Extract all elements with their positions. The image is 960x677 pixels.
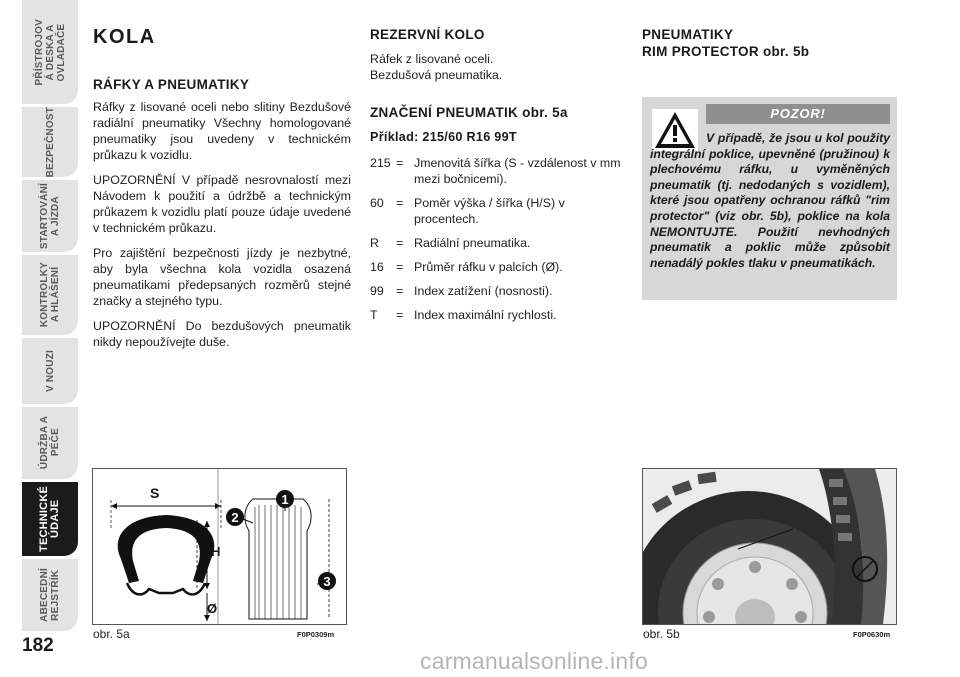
figure-code: F0P0309m bbox=[297, 630, 335, 639]
spec-row bbox=[370, 235, 625, 251]
spare-line: Ráfek z lisované oceli. bbox=[370, 52, 494, 66]
spec-code: 16 bbox=[370, 260, 384, 274]
marker-3: 3 bbox=[323, 574, 331, 589]
warning-box bbox=[642, 97, 897, 300]
spec-code: T bbox=[370, 308, 378, 322]
tab-pristrojova-deska[interactable] bbox=[22, 0, 78, 104]
figure-tire-cross-section bbox=[92, 468, 347, 625]
figure-caption: obr. 5a bbox=[93, 627, 130, 641]
paragraph: UPOZORNĚNÍ V případě nesrovnalostí mezi Návodem k použití a údržbě a technickým průkazem k vozidlu platí pouze údaje uvedené v technickém průkazu. bbox=[93, 173, 351, 235]
tab-label: V NOUZI bbox=[44, 350, 56, 392]
marker-2: 2 bbox=[231, 510, 239, 525]
tab-kontrolky[interactable] bbox=[22, 255, 78, 335]
tab-abecedni-rejstrik[interactable] bbox=[22, 559, 78, 631]
paragraph: Ráfky z lisované oceli nebo slitiny Bezdušové radiální pneumatiky Všechny homologované pneumatiky jsou uvedeny v technickém průkazu k vozidlu. bbox=[93, 100, 351, 162]
watermark: carmanualsonline.info bbox=[420, 648, 648, 674]
tab-label: PŘÍSTROJOV Á DESKA A OVLADAČE bbox=[33, 18, 67, 86]
figure-rim-protector bbox=[642, 468, 897, 625]
tire-diagram bbox=[93, 469, 346, 624]
tab-label: TECHNICKÉ ÚDAJE bbox=[38, 486, 61, 552]
spec-description: Index maximální rychlosti. bbox=[414, 308, 557, 322]
spare-line: Bezdušová pneumatika. bbox=[370, 68, 503, 82]
subsection-title: PNEUMATIKY bbox=[642, 27, 734, 42]
paragraph: Pro zajištění bezpečnosti jízdy je nezbytné, aby byla všechna kola vozidla osazená pneumatikami předepsaných rozměrů stejné značky a stejného typu. bbox=[93, 246, 351, 308]
spec-row bbox=[370, 307, 625, 323]
section-title: KOLA bbox=[93, 26, 156, 48]
spec-code: 60 bbox=[370, 196, 384, 210]
tab-startovani[interactable] bbox=[22, 180, 78, 252]
label-h: H bbox=[211, 544, 221, 559]
spec-equals: = bbox=[396, 196, 404, 210]
warning-text-wrapper bbox=[650, 131, 890, 271]
spec-description: Radiální pneumatika. bbox=[414, 236, 531, 250]
spec-equals: = bbox=[396, 260, 404, 274]
tab-label: ABECEDNÍ REJSTŘÍK bbox=[39, 568, 61, 622]
paragraph: UPOZORNĚNÍ Do bezdušových pneumatik nikdy nepoužívejte duše. bbox=[93, 319, 351, 349]
figure-code: F0P0630m bbox=[853, 630, 891, 639]
spec-code: 99 bbox=[370, 284, 384, 298]
spec-row bbox=[370, 259, 625, 275]
tab-label: ÚDRŽBA A PÉČE bbox=[39, 416, 61, 470]
spec-description: Poměr výška / šířka (H/S) v procentech. bbox=[414, 196, 565, 226]
figure-caption: obr. 5b bbox=[643, 627, 680, 641]
tab-label: BEZPEČNOST bbox=[44, 106, 56, 178]
warning-header: POZOR! bbox=[706, 104, 890, 124]
spec-row bbox=[370, 283, 625, 299]
spec-equals: = bbox=[396, 156, 404, 170]
tab-udrzba[interactable] bbox=[22, 407, 78, 479]
label-s: S bbox=[150, 485, 160, 501]
label-diameter: Ø bbox=[207, 601, 218, 616]
spec-equals: = bbox=[396, 236, 404, 250]
spec-code: 215 bbox=[370, 156, 391, 170]
tab-label: KONTROLKY A HLÁŠENÍ bbox=[39, 262, 61, 328]
page-number: 182 bbox=[22, 635, 54, 656]
warning-text: V případě, že jsou u kol použity integrální poklice, upevněné (pružinou) k plechovému ráfku, u vyměněných pneumatik (tj. nedodaných s vozidlem), které jsou opatřeny ochranou ráfků "rim protector" (viz obr. 5b), poklice na kola NEMONTUJTE. Použití nevhodných pneumatik a poklic může způsobit nenadálý pokles tlaku v pneumatikách. bbox=[650, 131, 890, 270]
spec-row bbox=[370, 155, 625, 187]
tab-technicke-udaje[interactable] bbox=[22, 482, 78, 556]
spec-list bbox=[370, 155, 625, 323]
tab-label: STARTOVÁNÍ A JÍZDA bbox=[39, 182, 61, 250]
spec-description: Průměr ráfku v palcích (Ø). bbox=[414, 260, 563, 274]
spec-description: Index zatížení (nosnosti). bbox=[414, 284, 553, 298]
spec-description: Jmenovitá šířka (S - vzdálenost v mm mezi bočnicemi). bbox=[414, 156, 621, 186]
subsection-title: RÁFKY A PNEUMATIKY bbox=[93, 77, 250, 92]
marker-1: 1 bbox=[281, 492, 289, 507]
spec-row bbox=[370, 195, 625, 227]
tab-v-nouzi[interactable] bbox=[22, 338, 78, 404]
subsection-title: ZNAČENÍ PNEUMATIK obr. 5a bbox=[370, 105, 568, 120]
tire-example: Příklad: 215/60 R16 99T bbox=[370, 130, 517, 144]
subsection-title: RIM PROTECTOR obr. 5b bbox=[642, 44, 810, 59]
chapter-sidebar bbox=[0, 0, 80, 677]
spec-equals: = bbox=[396, 308, 404, 322]
spec-equals: = bbox=[396, 284, 404, 298]
spec-code: R bbox=[370, 236, 379, 250]
tab-bezpecnost[interactable] bbox=[22, 107, 78, 177]
wheel-photo-illustration bbox=[643, 469, 896, 624]
subsection-title: REZERVNÍ KOLO bbox=[370, 27, 485, 42]
